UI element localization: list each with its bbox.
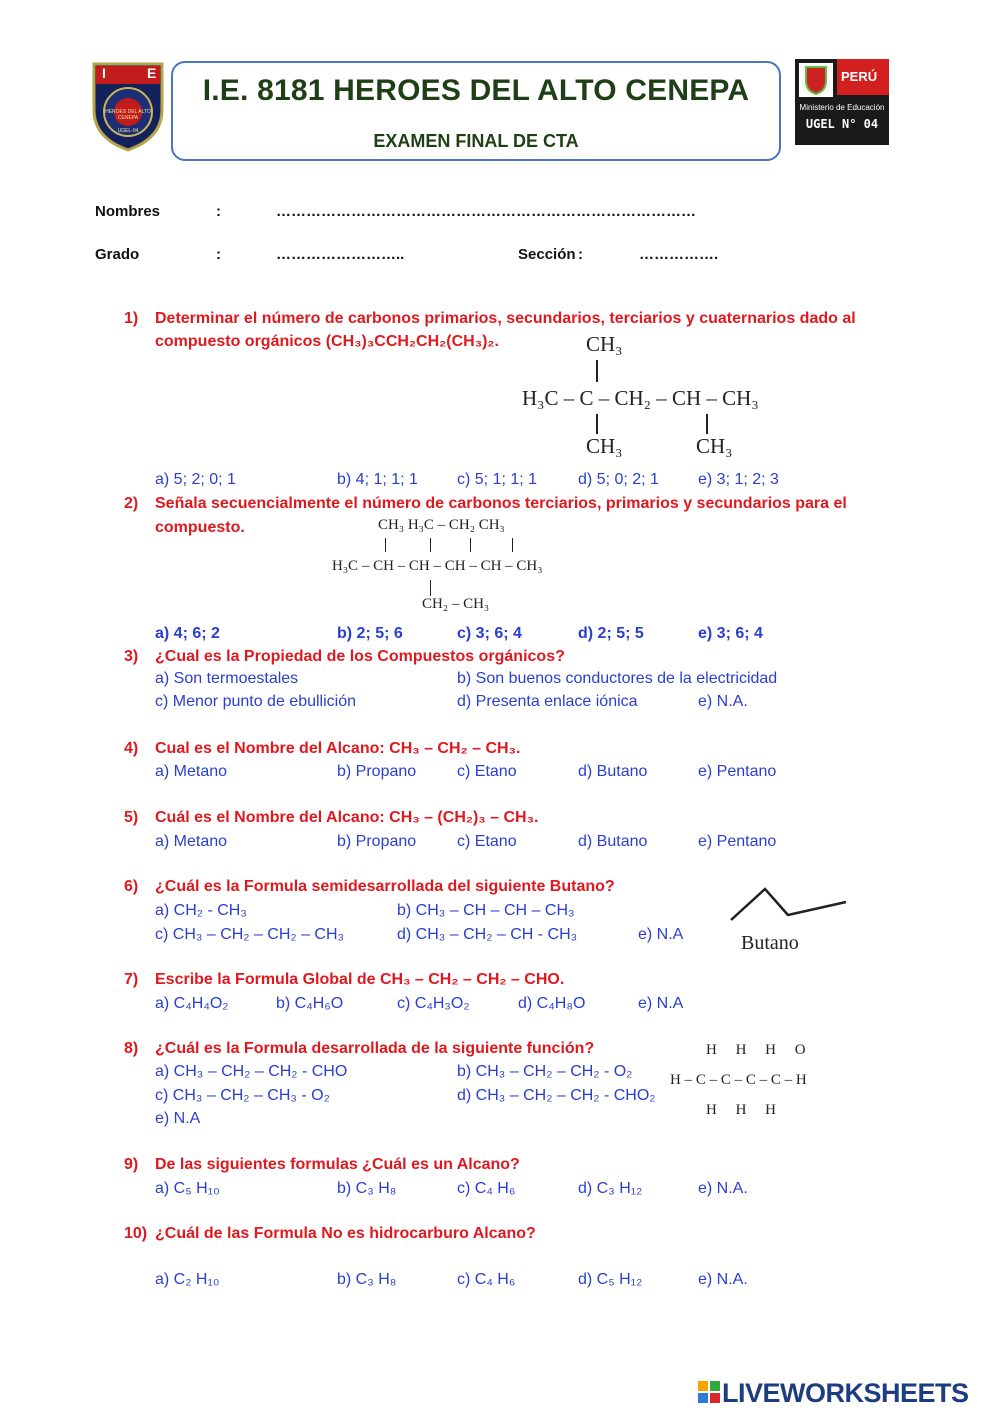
q8-text: ¿Cuál es la Formula desarrollada de la siguiente función?: [155, 1040, 595, 1057]
q5-option-e[interactable]: e) Pentano: [698, 833, 777, 850]
q9-number: 9): [124, 1156, 139, 1173]
q2-option-d[interactable]: d) 2; 5; 5: [578, 625, 644, 642]
section-field[interactable]: …………….: [639, 246, 719, 263]
q7-option-e[interactable]: e) N.A: [638, 995, 684, 1012]
q5-option-d[interactable]: d) Butano: [578, 833, 648, 850]
butane-label: Butano: [741, 932, 799, 954]
q8-option-a[interactable]: a) CH₃ – CH₂ – CH₂ - CHO: [155, 1063, 348, 1080]
q9-option-a[interactable]: a) C₅ H₁₀: [155, 1180, 220, 1197]
q7-option-d[interactable]: d) C₄H₈O: [518, 995, 586, 1012]
q10-option-d[interactable]: d) C₅ H₁₂: [578, 1271, 643, 1288]
q9-option-b[interactable]: b) C₃ H₈: [337, 1180, 397, 1197]
q10-option-b[interactable]: b) C₃ H₈: [337, 1271, 397, 1288]
name-colon: :: [216, 203, 221, 220]
q10-option-e[interactable]: e) N.A.: [698, 1271, 748, 1288]
q8-structure-top: H H H O: [706, 1042, 806, 1058]
butane-skeletal-figure: [728, 885, 850, 925]
q2-structure-top: CH₃ H₃C – CH₂ CH₃: [378, 517, 505, 533]
q2-text-line1: Señala secuencialmente el número de carbonos terciarios, primarios y secundarios para el: [155, 495, 847, 512]
q1-number: 1): [124, 310, 139, 327]
q6-option-d[interactable]: d) CH₃ – CH₂ – CH - CH₃: [397, 926, 578, 943]
q1-text-line1: Determinar el número de carbonos primarios, secundarios, terciarios y cuaternarios dado al: [155, 310, 856, 327]
section-label: Sección: [518, 246, 576, 263]
q1-option-c[interactable]: c) 5; 1; 1; 1: [457, 471, 538, 488]
coat-of-arms-icon: [799, 63, 833, 97]
section-colon: :: [578, 246, 583, 263]
q5-option-a[interactable]: a) Metano: [155, 833, 228, 850]
q9-option-c[interactable]: c) C₄ H₆: [457, 1180, 516, 1197]
logo-ugel: UGEL N° 04: [805, 117, 879, 131]
q4-text: Cual es el Nombre del Alcano: CH₃ – CH₂ – CH₃.: [155, 740, 521, 757]
q4-option-d[interactable]: d) Butano: [578, 763, 648, 780]
q2-bond-5: [430, 580, 431, 596]
q7-option-c[interactable]: c) C₄H₃O₂: [397, 995, 470, 1012]
q2-structure-main: H₃C – CH – CH – CH – CH – CH₃: [332, 558, 543, 574]
q1-option-b[interactable]: b) 4; 1; 1; 1: [337, 471, 418, 488]
q3-number: 3): [124, 648, 139, 665]
crest-letter-i: I: [102, 65, 106, 81]
q7-option-b[interactable]: b) C₄H₆O: [276, 995, 344, 1012]
liveworksheets-brand: LIVEWORKSHEETS: [722, 1378, 969, 1408]
q2-option-c[interactable]: c) 3; 6; 4: [457, 625, 522, 642]
q5-option-b[interactable]: b) Propano: [337, 833, 417, 850]
q10-number: 10): [124, 1225, 148, 1242]
q1-option-d[interactable]: d) 5; 0; 2; 1: [578, 471, 659, 488]
crest-ugel: UGEL-04: [117, 128, 139, 134]
grade-label: Grado: [95, 246, 140, 263]
q1-option-e[interactable]: e) 3; 1; 2; 3: [698, 471, 779, 488]
q5-number: 5): [124, 809, 139, 826]
crest-motto: HEROES DEL ALTO CENEPA: [105, 109, 151, 121]
q5-text: Cuál es el Nombre del Alcano: CH₃ – (CH₂)₃ – CH₃.: [155, 809, 539, 826]
q10-option-c[interactable]: c) C₄ H₆: [457, 1271, 516, 1288]
logo-country: PERÚ: [841, 69, 878, 84]
school-title: I.E. 8181 HEROES DEL ALTO CENEPA: [202, 74, 750, 107]
q3-option-a[interactable]: a) Son termoestales: [155, 670, 299, 687]
q1-structure-main: H₃C – C – CH₂ – CH – CH₃: [522, 386, 759, 410]
name-label: Nombres: [95, 203, 161, 220]
q6-option-a[interactable]: a) CH₂ - CH₃: [155, 902, 247, 919]
q7-option-a[interactable]: a) C₄H₄O₂: [155, 995, 229, 1012]
q8-structure-bottom: H H H: [706, 1102, 776, 1118]
name-field[interactable]: …………………………………………………………………………: [276, 203, 696, 220]
grade-field[interactable]: ……………………..: [276, 246, 405, 263]
q6-text: ¿Cuál es la Formula semidesarrollada del siguiente Butano?: [155, 878, 615, 895]
q6-number: 6): [124, 878, 139, 895]
q2-bond-4: [512, 538, 513, 552]
q9-text: De las siguientes formulas ¿Cuál es un Alcano?: [155, 1156, 520, 1173]
grade-colon: :: [216, 246, 221, 263]
q9-option-e[interactable]: e) N.A.: [698, 1180, 748, 1197]
q8-option-e[interactable]: e) N.A: [155, 1110, 201, 1127]
q8-option-c[interactable]: c) CH₃ – CH₂ – CH₃ - O₂: [155, 1087, 330, 1104]
q4-option-c[interactable]: c) Etano: [457, 763, 517, 780]
q2-bond-1: [385, 538, 386, 552]
q6-option-c[interactable]: c) CH₃ – CH₂ – CH₂ – CH₃: [155, 926, 345, 943]
q7-text: Escribe la Formula Global de CH₃ – CH₂ – CH₂ – CHO.: [155, 971, 565, 988]
q3-option-e[interactable]: e) N.A.: [698, 693, 748, 710]
q2-structure-bottom: CH₂ – CH₃: [422, 596, 490, 612]
q10-text: ¿Cuál de las Formula No es hidrocarburo Alcano?: [155, 1225, 536, 1242]
q3-option-b[interactable]: b) Son buenos conductores de la electricidad: [457, 670, 778, 687]
q6-option-e[interactable]: e) N.A: [638, 926, 684, 943]
q8-option-b[interactable]: b) CH₃ – CH₂ – CH₂ - O₂: [457, 1063, 633, 1080]
q1-text-line2: compuesto orgánicos (CH₃)₃CCH₂CH₂(CH₃)₂.: [155, 333, 499, 350]
q1-structure: [520, 332, 800, 460]
q2-option-b[interactable]: b) 2; 5; 6: [337, 625, 403, 642]
q8-structure: [668, 1040, 882, 1126]
q5-option-c[interactable]: c) Etano: [457, 833, 517, 850]
q8-structure-main: H – C – C – C – C – H: [670, 1072, 807, 1088]
q3-option-d[interactable]: d) Presenta enlace iónica: [457, 693, 638, 710]
q1-bond-down-right: [706, 414, 708, 434]
q4-option-b[interactable]: b) Propano: [337, 763, 417, 780]
q2-option-a[interactable]: a) 4; 6; 2: [155, 625, 220, 642]
q2-number: 2): [124, 495, 139, 512]
q2-option-e[interactable]: e) 3; 6; 4: [698, 625, 763, 642]
q7-number: 7): [124, 971, 139, 988]
crest-letter-e: E: [147, 65, 157, 81]
q2-text-line2: compuesto.: [155, 519, 245, 536]
q2-bond-3: [470, 538, 471, 552]
q1-bond-up: [596, 360, 598, 382]
q3-option-c[interactable]: c) Menor punto de ebullición: [155, 693, 357, 710]
q8-number: 8): [124, 1040, 139, 1057]
q9-option-d[interactable]: d) C₃ H₁₂: [578, 1180, 643, 1197]
q1-option-a[interactable]: a) 5; 2; 0; 1: [155, 471, 236, 488]
q4-option-e[interactable]: e) Pentano: [698, 763, 777, 780]
q6-option-b[interactable]: b) CH₃ – CH – CH – CH₃: [397, 902, 575, 919]
q1-bond-down-left: [596, 414, 598, 434]
q2-bond-2: [430, 538, 431, 552]
q1-structure-bottom-left: CH₃: [586, 434, 623, 458]
exam-title: EXAMEN FINAL DE CTA: [373, 131, 579, 151]
q3-text: ¿Cual es la Propiedad de los Compuestos orgánicos?: [155, 648, 565, 665]
q2-structure: [330, 515, 590, 619]
q1-structure-top: CH₃: [586, 332, 623, 356]
q4-option-a[interactable]: a) Metano: [155, 763, 228, 780]
q8-option-d[interactable]: d) CH₃ – CH₂ – CH₂ - CHO₂: [457, 1087, 656, 1104]
q4-number: 4): [124, 740, 139, 757]
q1-structure-bottom-right: CH₃: [696, 434, 733, 458]
ugel-logo: [795, 59, 889, 145]
logo-ministry: Ministerio de Educación: [799, 103, 885, 112]
q10-option-a[interactable]: a) C₂ H₁₀: [155, 1271, 220, 1288]
liveworksheets-logo-icon: [698, 1381, 720, 1403]
